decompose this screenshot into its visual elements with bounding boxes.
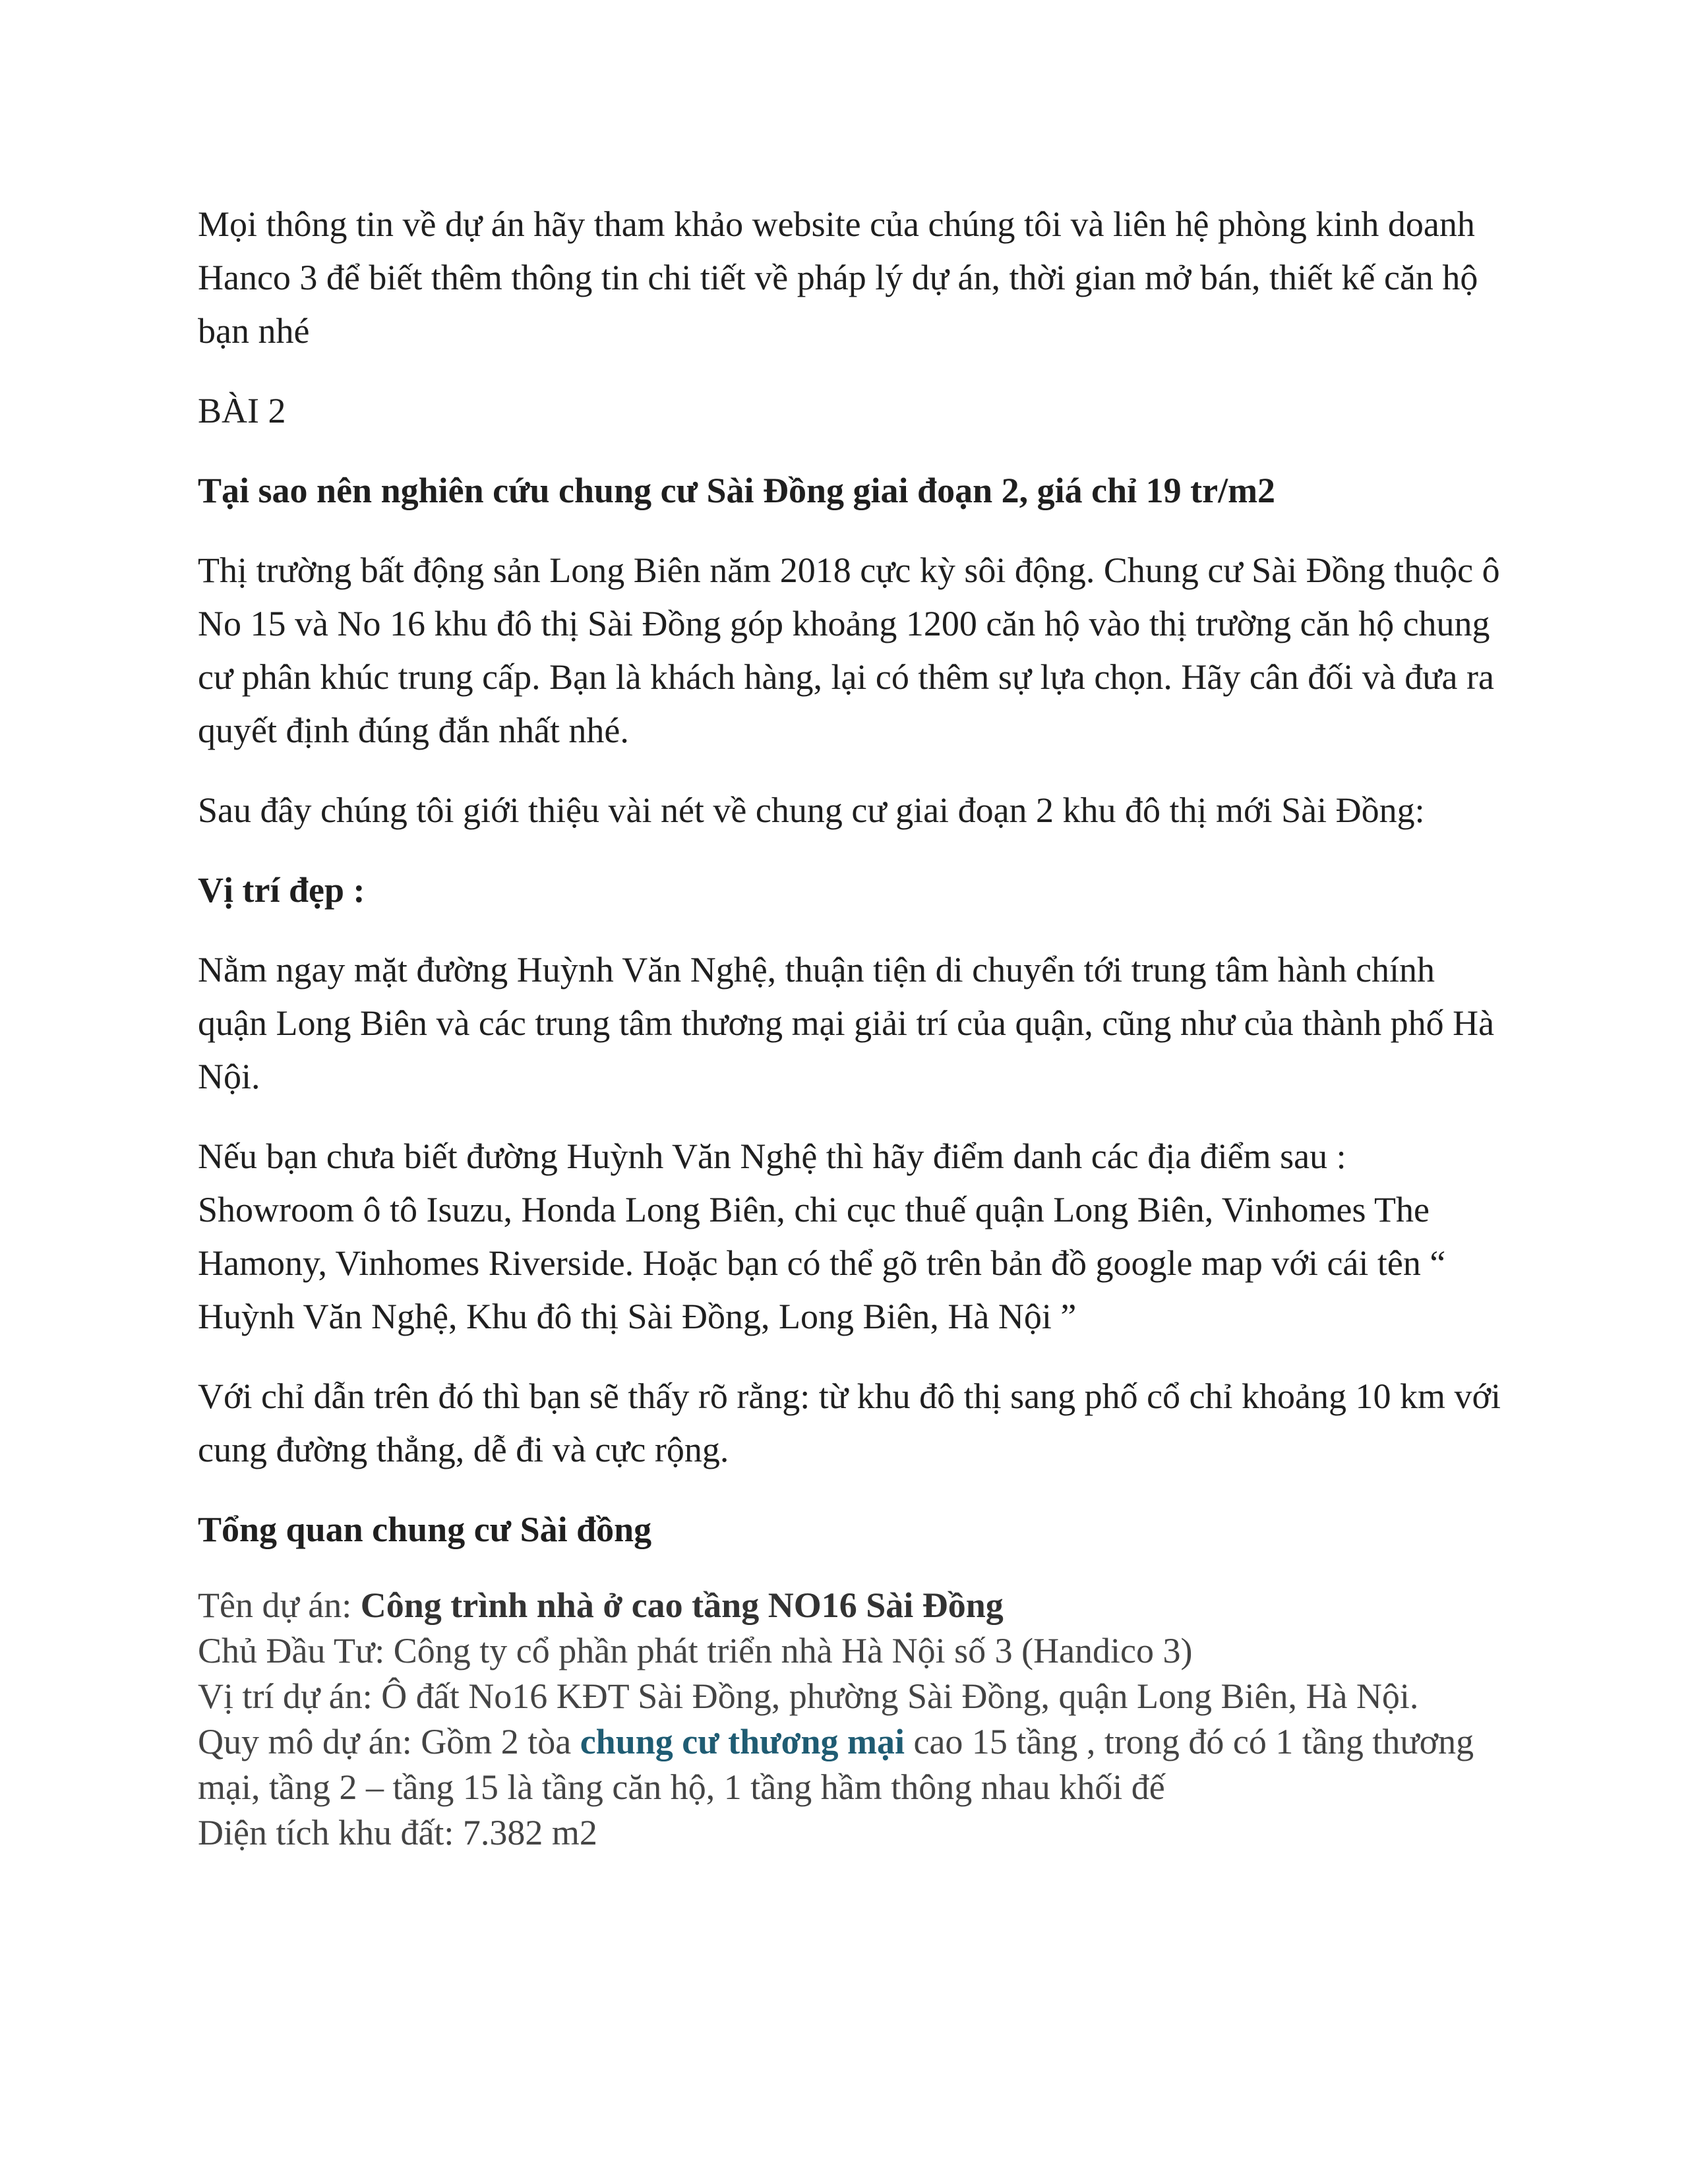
distance-paragraph: Với chỉ dẫn trên đó thì bạn sẽ thấy rõ rằng: từ khu đô thị sang phố cổ chỉ khoảng 10 km với cung đường thẳng, dễ đi và cực rộng.	[198, 1376, 1501, 1469]
location-paragraph: Nằm ngay mặt đường Huỳnh Văn Nghệ, thuận tiện di chuyển tới trung tâm hành chính quận Long Biên và các trung tâm thương mại giải trí của quận, cũng như của thành phố Hà Nội.	[198, 950, 1495, 1096]
document-page	[198, 198, 1510, 1856]
article-title: Tại sao nên nghiên cứu chung cư Sài Đồng giai đoạn 2, giá chỉ 19 tr/m2	[198, 471, 1276, 510]
section-label: BÀI 2	[198, 391, 286, 430]
project-name-line	[198, 1583, 1510, 1628]
scale-line	[198, 1719, 1510, 1810]
land-area-line: Diện tích khu đất: 7.382 m2	[198, 1813, 597, 1852]
project-details	[198, 1583, 1510, 1856]
landmarks-paragraph: Nếu bạn chưa biết đường Huỳnh Văn Nghệ thì hãy điểm danh các địa điểm sau : Showroom ô tô Isuzu, Honda Long Biên, chi cục thuế quận Long Biên, Vinhomes The Hamony, Vinhomes Riverside. Hoặc bạn có thể gõ trên bản đồ google map với cái tên “ Huỳnh Văn Nghệ, Khu đô thị Sài Đồng, Long Biên, Hà Nội ”	[198, 1136, 1446, 1336]
location-line: Vị trí dự án: Ô đất No16 KĐT Sài Đồng, phường Sài Đồng, quận Long Biên, Hà Nội.	[198, 1676, 1419, 1716]
investor-line: Chủ Đầu Tư: Công ty cổ phần phát triển nhà Hà Nội số 3 (Handico 3)	[198, 1631, 1193, 1670]
introduction-paragraph: Sau đây chúng tôi giới thiệu vài nét về chung cư giai đoạn 2 khu đô thị mới Sài Đồng:	[198, 790, 1425, 830]
project-name-label: Tên dự án:	[198, 1585, 361, 1625]
project-name-value: Công trình nhà ở cao tầng NO16 Sài Đồng	[360, 1585, 1004, 1625]
commercial-apartment-link[interactable]: chung cư thương mại	[580, 1722, 905, 1761]
location-heading: Vị trí đẹp :	[198, 870, 365, 910]
intro-paragraph: Mọi thông tin về dự án hãy tham khảo website của chúng tôi và liên hệ phòng kinh doanh Hanco 3 để biết thêm thông tin chi tiết về pháp lý dự án, thời gian mở bán, thiết kế căn hộ bạn nhé	[198, 204, 1478, 351]
scale-prefix: Quy mô dự án: Gồm 2 tòa	[198, 1722, 580, 1761]
scale-suffix: cao 15 tầng , trong đó có 1 tầng thương mại, tầng 2 – tầng 15 là tầng căn hộ, 1 tầng hầm thông nhau khối đế	[198, 1722, 1474, 1807]
market-paragraph: Thị trường bất động sản Long Biên năm 2018 cực kỳ sôi động. Chung cư Sài Đồng thuộc ô No 15 và No 16 khu đô thị Sài Đồng góp khoảng 1200 căn hộ vào thị trường căn hộ chung cư phân khúc trung cấp. Bạn là khách hàng, lại có thêm sự lựa chọn. Hãy cân đối và đưa ra quyết định đúng đắn nhất nhé.	[198, 550, 1500, 750]
overview-heading: Tổng quan chung cư Sài đồng	[198, 1510, 652, 1549]
